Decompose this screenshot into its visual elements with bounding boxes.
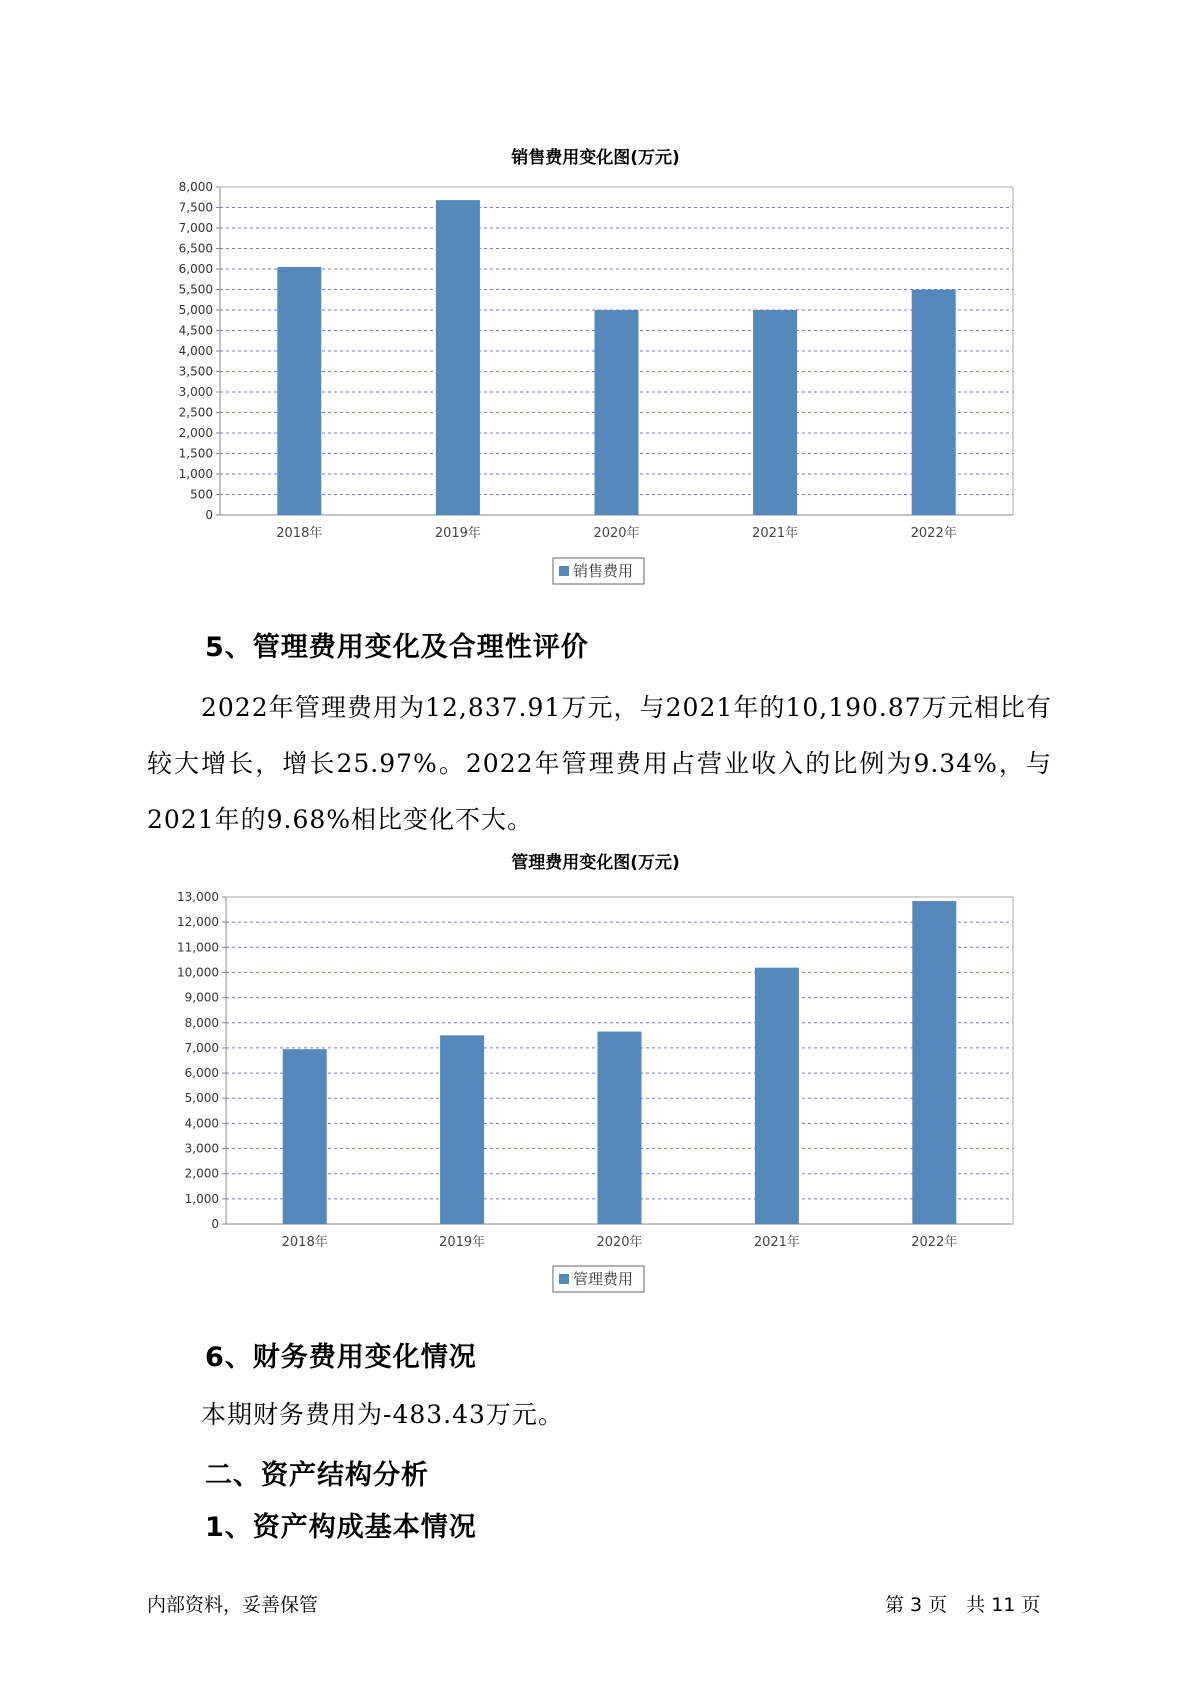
x-tick-label: 2020年 (596, 1235, 643, 1250)
section-6-heading: 6、财务费用变化情况 (205, 1342, 477, 1373)
x-tick-label: 2020年 (593, 526, 640, 541)
y-tick-label: 6,000 (178, 262, 213, 276)
y-tick-label: 11,000 (177, 940, 219, 955)
sales-chart-title: 销售费用变化图(万元) (511, 148, 680, 168)
y-tick-label: 6,500 (178, 241, 213, 256)
y-tick-label: 8,000 (184, 1015, 219, 1030)
y-tick-label: 7,000 (178, 221, 213, 235)
y-tick-label: 4,500 (178, 323, 213, 338)
x-tick-label: 2019年 (434, 526, 481, 541)
legend-label: 销售费用 (573, 562, 634, 580)
legend-label: 管理费用 (573, 1270, 634, 1288)
y-tick-label: 6,000 (184, 1066, 219, 1081)
y-tick-label: 500 (190, 487, 213, 502)
x-tick-label: 2021年 (753, 1235, 800, 1250)
part-2-heading: 二、资产结构分析 (205, 1460, 429, 1491)
y-tick-label: 4,000 (178, 344, 213, 358)
bar-2020年 (598, 1032, 642, 1224)
y-tick-label: 3,000 (178, 385, 213, 399)
y-tick-label: 2,000 (178, 426, 213, 440)
bar-2022年 (912, 901, 956, 1224)
y-tick-label: 0 (205, 508, 213, 522)
bar-2021年 (755, 968, 799, 1224)
x-tick-label: 2021年 (752, 526, 799, 541)
y-tick-label: 8,000 (178, 180, 213, 194)
y-tick-label: 7,000 (184, 1040, 219, 1055)
y-tick-label: 13,000 (177, 890, 219, 904)
section-6-paragraph: 本期财务费用为-483.43万元。 (201, 1400, 564, 1429)
y-tick-label: 1,000 (184, 1191, 219, 1206)
y-tick-label: 0 (211, 1217, 219, 1231)
section-5-heading: 5、管理费用变化及合理性评价 (205, 632, 589, 663)
y-tick-label: 7,500 (178, 200, 213, 215)
x-tick-label: 2018年 (281, 1235, 328, 1250)
bar-2019年 (440, 1035, 484, 1224)
y-tick-label: 1,500 (178, 446, 213, 461)
x-tick-label: 2018年 (276, 526, 323, 541)
bar-2018年 (283, 1049, 327, 1224)
admin-chart-title: 管理费用变化图(万元) (511, 853, 680, 873)
x-tick-label: 2019年 (439, 1235, 486, 1250)
legend-swatch (559, 1274, 569, 1284)
y-tick-label: 3,500 (178, 364, 213, 379)
x-tick-label: 2022年 (911, 1235, 958, 1250)
y-tick-label: 5,000 (184, 1091, 219, 1106)
x-tick-label: 2022年 (910, 526, 957, 541)
y-tick-label: 2,000 (184, 1166, 219, 1181)
y-tick-label: 5,500 (178, 282, 213, 297)
y-tick-label: 2,500 (178, 405, 213, 420)
section-5-paragraph: 2022年管理费用为12,837.91万元，与2021年的10,190.87万元相比有较大增长，增长25.97%。2022年管理费用占营业收入的比例为9.34%，与2021年的9.68%相比变化不大。 (147, 693, 1052, 834)
y-tick-label: 5,000 (178, 303, 213, 317)
y-tick-label: 9,000 (184, 990, 219, 1005)
y-tick-label: 10,000 (177, 965, 219, 980)
y-tick-label: 12,000 (177, 915, 219, 930)
part-2-1-heading: 1、资产构成基本情况 (205, 1512, 477, 1543)
footer-page-number: 第 3 页 共 11 页 (885, 1594, 1041, 1616)
y-tick-label: 3,000 (184, 1141, 219, 1156)
y-tick-label: 4,000 (184, 1116, 219, 1131)
footer-confidential-note: 内部资料，妥善保管 (147, 1594, 319, 1616)
y-tick-label: 1,000 (178, 467, 213, 481)
